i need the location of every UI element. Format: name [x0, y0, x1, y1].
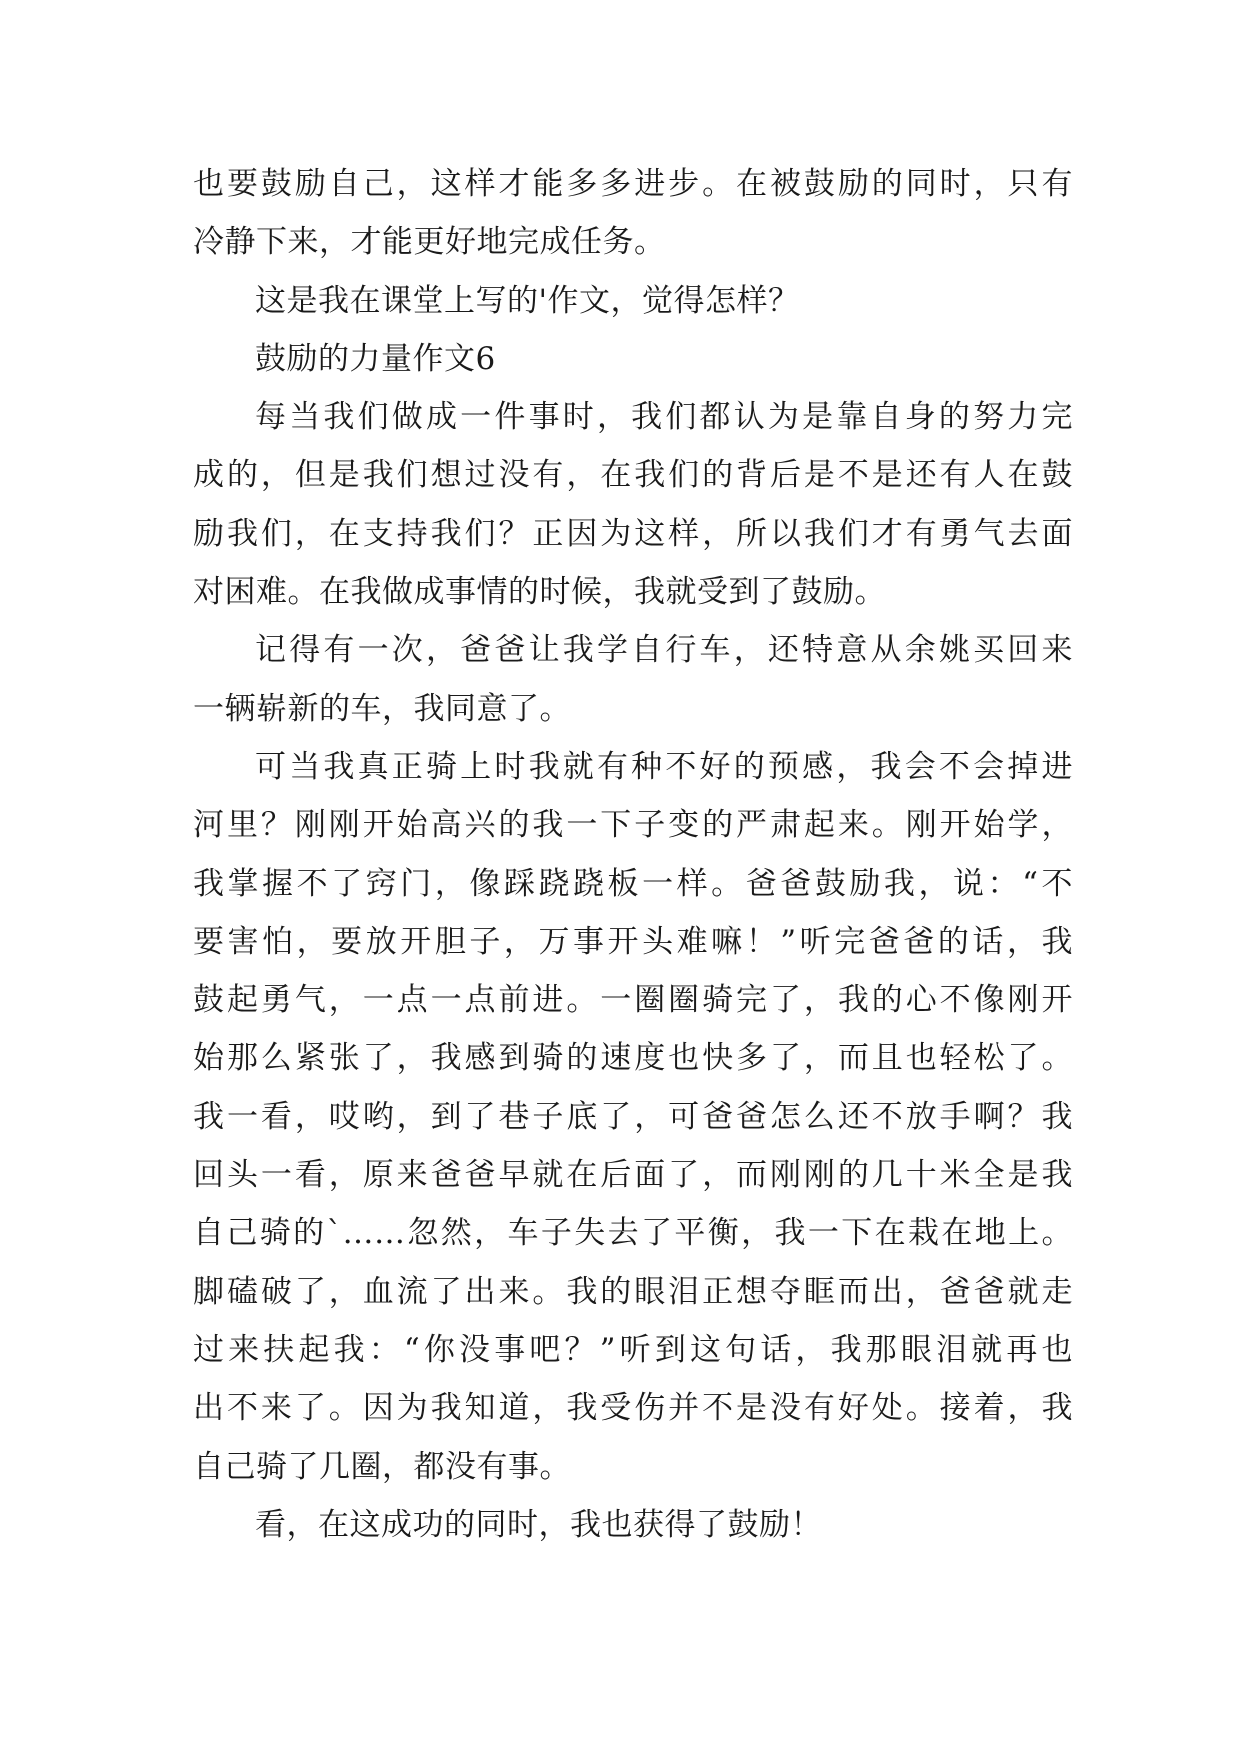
text-line: 励我们，在支持我们？正因为这样，所以我们才有勇气去面 [193, 515, 1073, 552]
text-line: 成的，但是我们想过没有，在我们的背后是不是还有人在鼓 [193, 457, 1073, 494]
text-line: 对困难。在我做成事情的时候，我就受到了鼓励。 [193, 574, 886, 611]
text-line: 冷静下来，才能更好地完成任务。 [193, 224, 666, 261]
text-line: 看，在这成功的同时，我也获得了鼓励！ [255, 1506, 822, 1543]
text-line: 回头一看，原来爸爸早就在后面了，而刚刚的几十米全是我 [193, 1157, 1073, 1194]
text-line: 脚磕破了，血流了出来。我的眼泪正想夺眶而出，爸爸就走 [193, 1273, 1073, 1310]
text-line: 这是我在课堂上写的'作文，觉得怎样？ [255, 282, 800, 319]
text-line: 记得有一次，爸爸让我学自行车，还特意从余姚买回来 [255, 632, 1073, 669]
essay-body [193, 155, 1073, 1554]
text-line: 鼓励的力量作文6 [255, 340, 496, 377]
text-line: 始那么紧张了，我感到骑的速度也快多了，而且也轻松了。 [193, 1040, 1073, 1077]
text-line: 我掌握不了窍门，像踩跷跷板一样。爸爸鼓励我，说：“不 [193, 865, 1073, 902]
text-line: 要害怕，要放开胆子，万事开头难嘛！”听完爸爸的话，我 [193, 923, 1073, 960]
text-line: 过来扶起我：“你没事吧？”听到这句话，我那眼泪就再也 [193, 1331, 1073, 1368]
text-line: 自己骑的`……忽然，车子失去了平衡，我一下在栽在地上。 [193, 1215, 1073, 1252]
text-line: 出不来了。因为我知道，我受伤并不是没有好处。接着，我 [193, 1390, 1073, 1427]
text-line: 鼓起勇气，一点一点前进。一圈圈骑完了，我的心不像刚开 [193, 982, 1073, 1019]
text-line: 自己骑了几圈，都没有事。 [193, 1448, 571, 1485]
text-line: 每当我们做成一件事时，我们都认为是靠自身的努力完 [255, 399, 1073, 436]
text-line: 一辆崭新的车，我同意了。 [193, 690, 571, 727]
text-line: 可当我真正骑上时我就有种不好的预感，我会不会掉进 [255, 748, 1073, 785]
text-line: 我一看，哎哟，到了巷子底了，可爸爸怎么还不放手啊？我 [193, 1098, 1073, 1135]
text-line: 河里？刚刚开始高兴的我一下子变的严肃起来。刚开始学， [193, 807, 1073, 844]
text-line: 也要鼓励自己，这样才能多多进步。在被鼓励的同时，只有 [193, 166, 1073, 202]
